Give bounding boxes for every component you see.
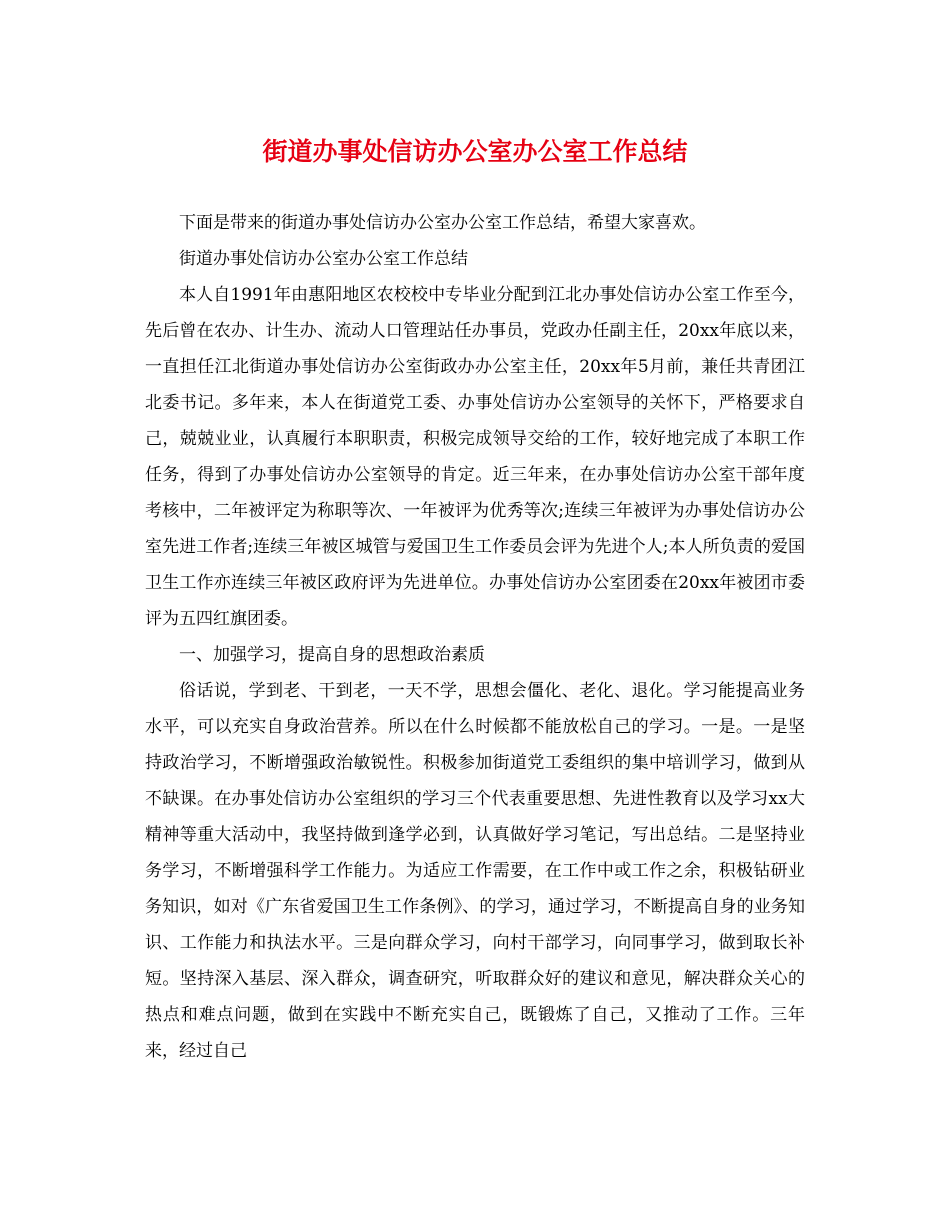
body-paragraph: 俗话说，学到老、干到老，一天不学，思想会僵化、老化、退化。学习能提高业务水平，可以充实自身政治营养。所以在什么时候都不能放松自己的学习。一是。一是坚持政治学习，不断增强政治敏锐性。积极参加街道党工委组织的集中培训学习，做到从不缺课。在办事处信访办公室组织的学习三个代表重要思想、先进性教育以及学习xx大精神等重大活动中，我坚持做到逢学必到，认真做好学习笔记，写出总结。二是坚持业务学习，不断增强科学工作能力。为适应工作需要，在工作中或工作之余，积极钻研业务知识，如对《广东省爱国卫生工作条例》、的学习，通过学习，不断提高自身的业务知识、工作能力和执法水平。三是向群众学习，向村干部学习，向同事学习，做到取长补短。坚持深入基层、深入群众，调查研究，听取群众好的建议和意见，解决群众关心的热点和难点问题，做到在实践中不断充实自己，既锻炼了自己，又推动了工作。三年来，经过自己: [145, 681, 805, 1061]
document-title: 街道办事处信访办公室办公室工作总结: [262, 137, 688, 166]
body-paragraph: 本人自1991年由惠阳地区农校校中专毕业分配到江北办事处信访办公室工作至今，先后曾在农办、计生办、流动人口管理站任办事员，党政办任副主任，20xx年底以来，一直担任江北街道办事处信访办公室街政办办公室主任，20xx年5月前，兼任共青团江北委书记。多年来，本人在街道党工委、办事处信访办公室领导的关怀下，严格要求自己，兢兢业业，认真履行本职职责，积极完成领导交给的工作，较好地完成了本职工作任务，得到了办事处信访办公室领导的肯定。近三年来，在办事处信访办公室干部年度考核中，二年被评定为称职等次、一年被评为优秀等次;连续三年被评为办事处信访办公室先进工作者;连续三年被区城管与爱国卫生工作委员会评为先进个人;本人所负责的爱国卫生工作亦连续三年被区政府评为先进单位。办事处信访办公室团委在20xx年被团市委评为五四红旗团委。: [145, 285, 805, 629]
subtitle-paragraph: 街道办事处信访办公室办公室工作总结: [179, 249, 468, 269]
section-heading: 一、加强学习，提高自身的思想政治素质: [179, 645, 485, 665]
document-body: [145, 205, 805, 1069]
intro-paragraph: 下面是带来的街道办事处信访办公室办公室工作总结，希望大家喜欢。: [179, 213, 706, 233]
